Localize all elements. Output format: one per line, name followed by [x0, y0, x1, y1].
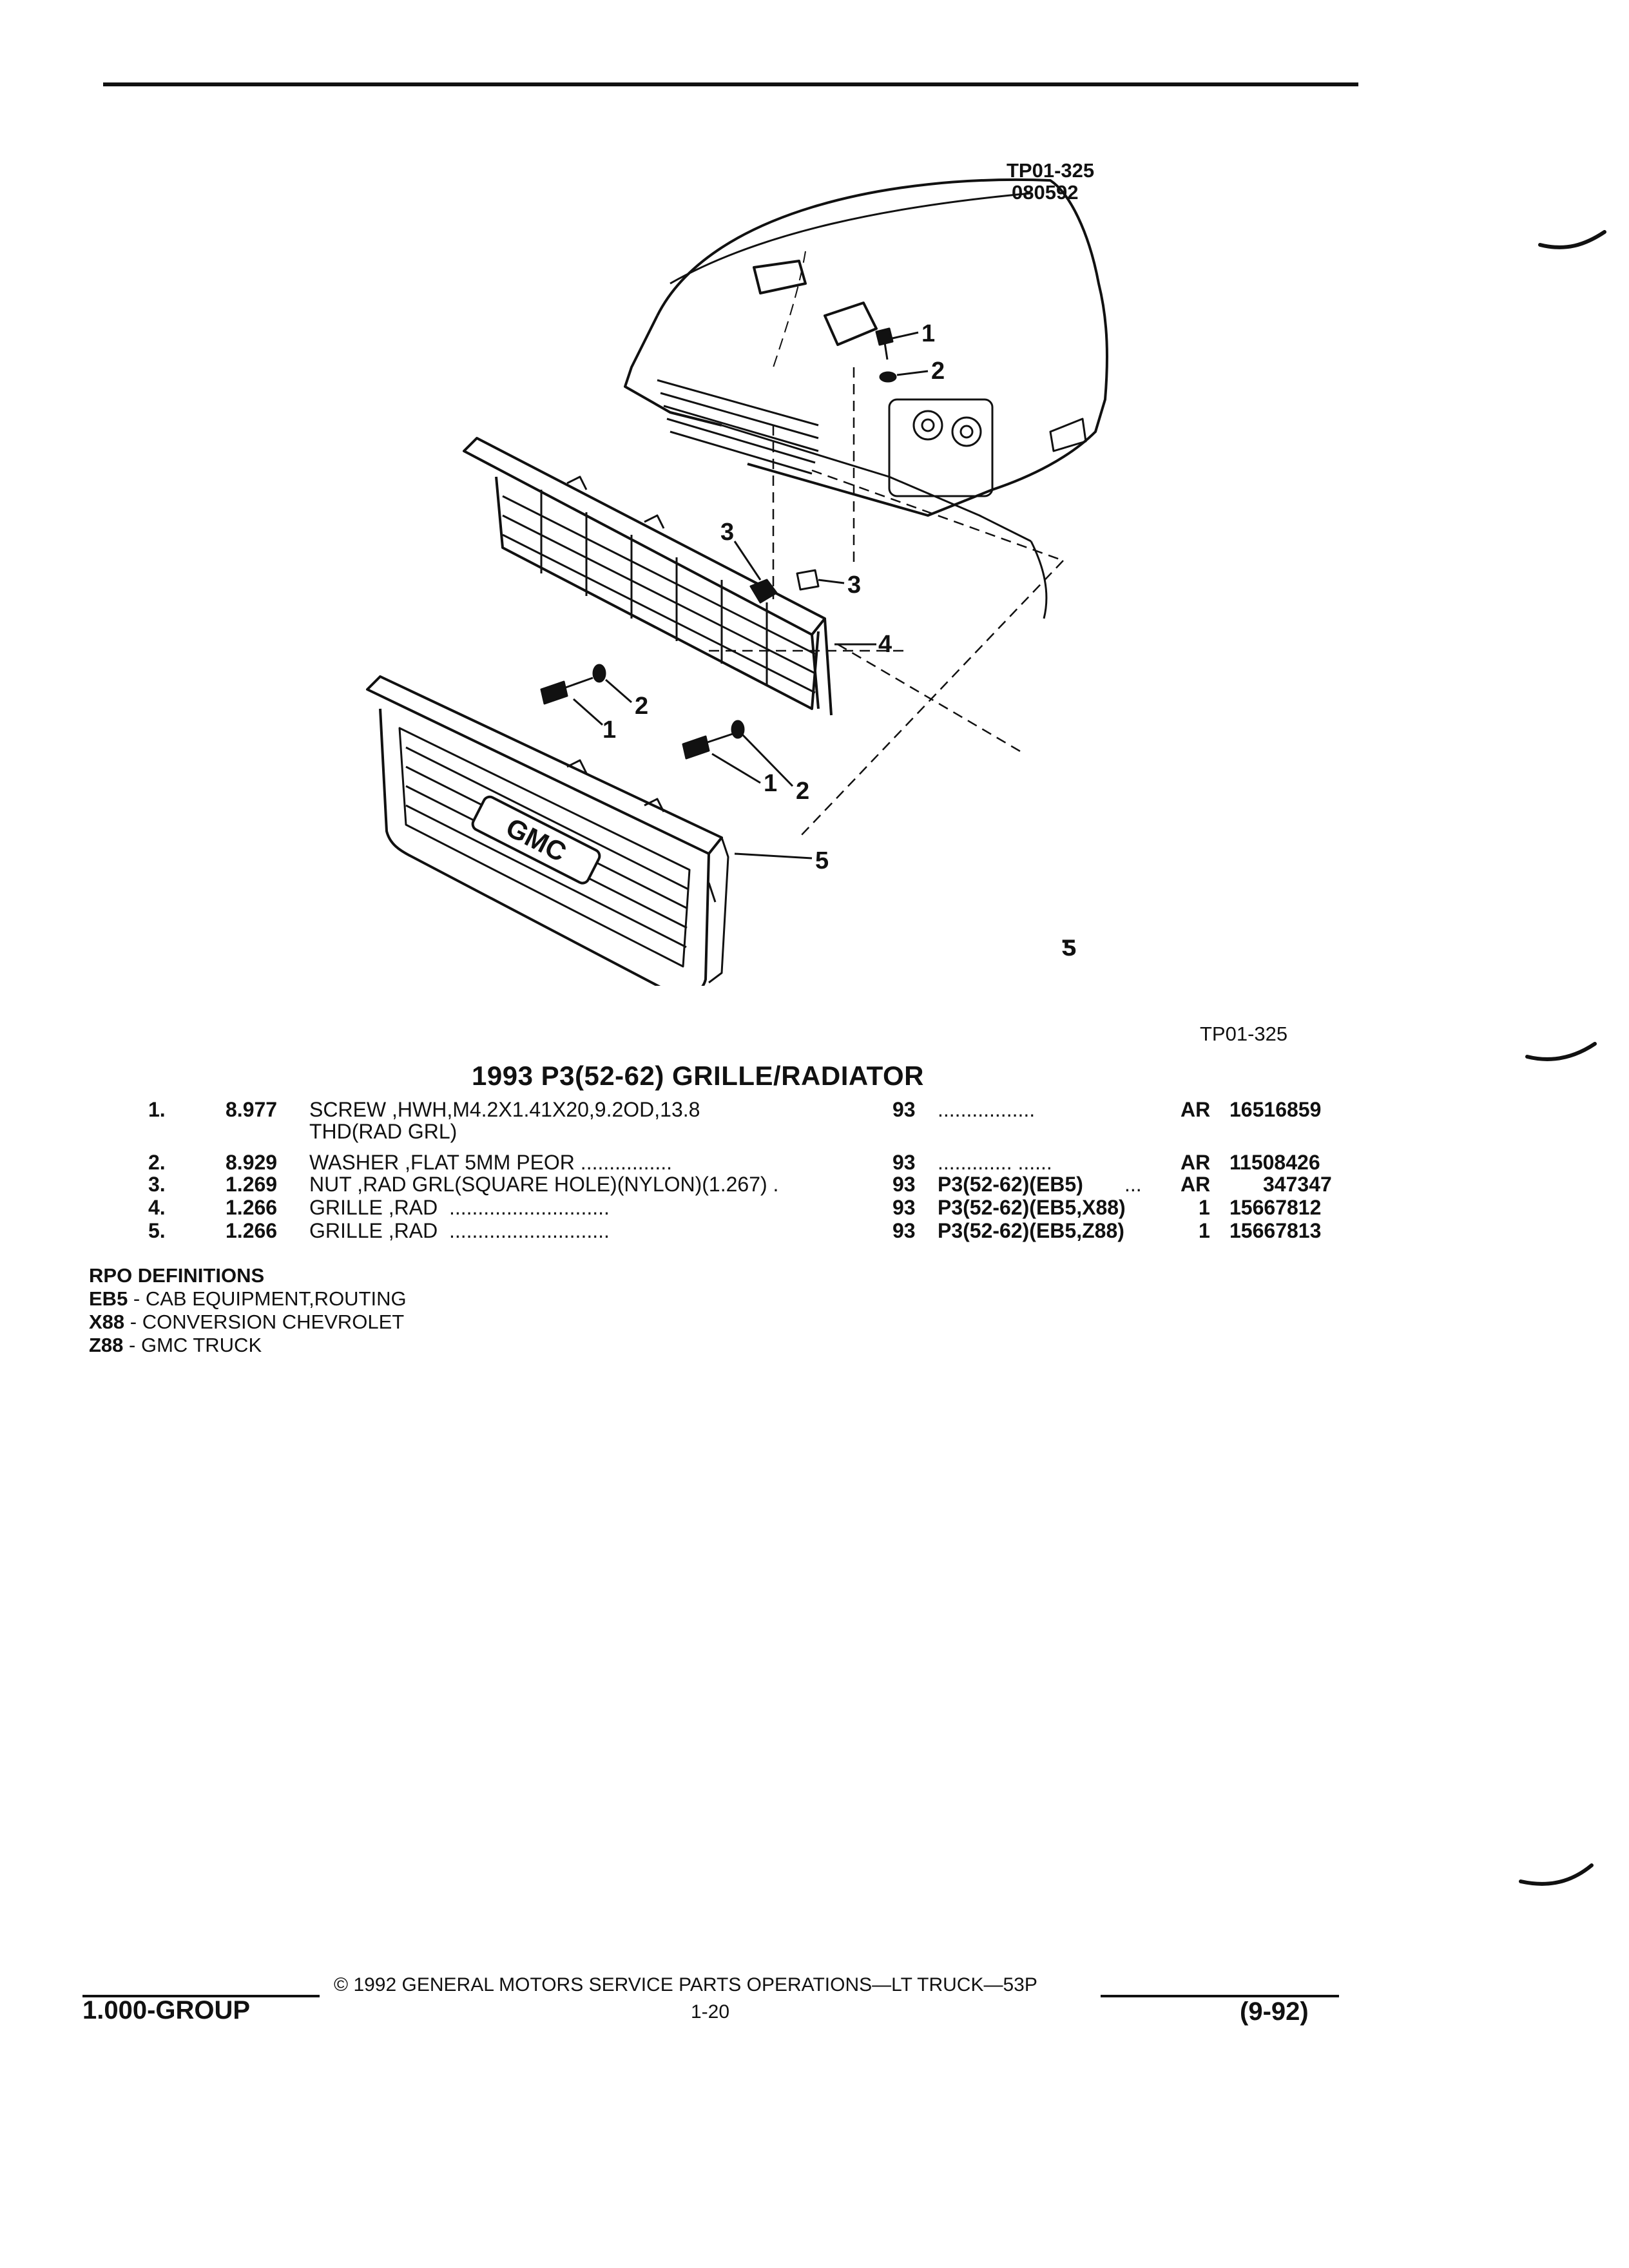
rpo-item-eb5: EB5 - CAB EQUIPMENT,ROUTING: [89, 1287, 407, 1310]
usage-dots: ...: [1124, 1173, 1142, 1196]
model-year: 93: [892, 1098, 916, 1121]
part-row-5: [0, 1219, 1629, 1242]
part-row-3: [0, 1173, 1629, 1196]
callout-5: 5: [815, 847, 829, 874]
cab-right-fender: [1031, 541, 1046, 619]
footer-page-number: 1-20: [691, 2001, 730, 2023]
part-row-2: [0, 1151, 1629, 1174]
illustration-code: TP01-325: [1007, 159, 1095, 182]
footer-date: (9-92): [1240, 1997, 1309, 2026]
binder-marks: [1514, 219, 1624, 1907]
part-number: 15667812: [1229, 1196, 1322, 1219]
cab-lower-edge: [722, 425, 1031, 541]
cab-screw: [876, 329, 896, 381]
usage: P3(52-62)(EB5,Z88): [938, 1219, 1124, 1242]
part-number: 347347: [1263, 1173, 1332, 1196]
model-year: 93: [892, 1196, 916, 1219]
top-rule: [103, 82, 1358, 86]
screw-washer-left: [541, 665, 631, 725]
binder-mark-bottom: [1521, 1865, 1592, 1884]
rpo-item-z88: Z88 - GMC TRUCK: [89, 1334, 262, 1356]
item-number: 5.: [148, 1219, 166, 1242]
ref-number: 1.269: [226, 1173, 278, 1196]
item-number: 4.: [148, 1196, 166, 1219]
callout-2-right: 2: [796, 778, 810, 805]
item-number: 2.: [148, 1151, 166, 1174]
callout-2-top: 2: [931, 358, 945, 385]
part-description: GRILLE ,RAD ............................: [309, 1219, 610, 1242]
publisher-mark: ƽ: [1062, 928, 1077, 962]
headlight-assembly: [889, 399, 1086, 496]
rpo-heading: RPO DEFINITIONS: [89, 1264, 265, 1287]
cab-hood-outline: [657, 180, 1107, 515]
usage-dots: .................: [938, 1098, 1036, 1121]
part-description: SCREW ,HWH,M4.2X1.41X20,9.2OD,13.8: [309, 1098, 700, 1121]
quantity: 1: [1199, 1219, 1210, 1242]
nut-right: [797, 570, 818, 590]
part-description: WASHER ,FLAT 5MM PEOR ................: [309, 1151, 673, 1174]
model-year: 93: [892, 1173, 916, 1196]
usage: P3(52-62)(EB5,X88): [938, 1196, 1126, 1219]
cab-grille-opening: [657, 380, 818, 474]
footer-group: 1.000-GROUP: [82, 1996, 251, 2024]
part-description-line2: THD(RAD GRL): [309, 1120, 458, 1143]
ref-number: 8.929: [226, 1151, 278, 1174]
svg-text:GMC: GMC: [501, 812, 572, 868]
callout-1-top: 1: [921, 320, 936, 347]
item-number: 1.: [148, 1098, 166, 1121]
inner-grille: [464, 438, 831, 715]
usage-dots: ............. ......: [938, 1151, 1052, 1174]
grille-exploded-diagram: [309, 155, 1147, 986]
binder-mark-top: [1540, 232, 1605, 247]
rpo-item-x88: X88 - CONVERSION CHEVROLET: [89, 1311, 405, 1333]
callout-2-left: 2: [635, 693, 649, 720]
footer-copyright: © 1992 GENERAL MOTORS SERVICE PARTS OPERATIONS—LT TRUCK—53P: [334, 1974, 1037, 1995]
model-year: 93: [892, 1151, 916, 1174]
quantity: 1: [1199, 1196, 1210, 1219]
part-number: 15667813: [1229, 1219, 1322, 1242]
callout-3-right: 3: [847, 572, 862, 599]
part-description: GRILLE ,RAD ............................: [309, 1196, 610, 1219]
quantity: AR: [1181, 1098, 1211, 1121]
model-year: 93: [892, 1219, 916, 1242]
quantity: AR: [1181, 1151, 1211, 1174]
hood-vent-right: [825, 303, 876, 345]
quantity: AR: [1181, 1173, 1211, 1196]
callout-3-left: 3: [720, 519, 735, 546]
figure-ref: TP01-325: [1200, 1023, 1288, 1045]
callout-1-right: 1: [764, 770, 778, 797]
ref-number: 8.977: [226, 1098, 278, 1121]
usage: P3(52-62)(EB5): [938, 1173, 1083, 1196]
rpo-definitions: [89, 1264, 407, 1357]
section-title: 1993 P3(52-62) GRILLE/RADIATOR: [472, 1061, 924, 1091]
hood-crease: [670, 193, 1031, 284]
part-row-1: [0, 1098, 1629, 1121]
part-row-4: [0, 1196, 1629, 1219]
part-number: 11508426: [1229, 1151, 1320, 1174]
item-number: 3.: [148, 1173, 166, 1196]
part-row-1-continuation: [0, 1120, 1629, 1143]
ref-number: 1.266: [226, 1219, 278, 1242]
callout-1-left: 1: [602, 716, 617, 744]
binder-mark-middle: [1527, 1044, 1595, 1059]
part-description: NUT ,RAD GRL(SQUARE HOLE)(NYLON)(1.267) .: [309, 1173, 779, 1196]
callout-4: 4: [878, 631, 892, 658]
ref-number: 1.266: [226, 1196, 278, 1219]
illustration-date: 080592: [1012, 181, 1079, 204]
part-number: 16516859: [1229, 1098, 1322, 1121]
